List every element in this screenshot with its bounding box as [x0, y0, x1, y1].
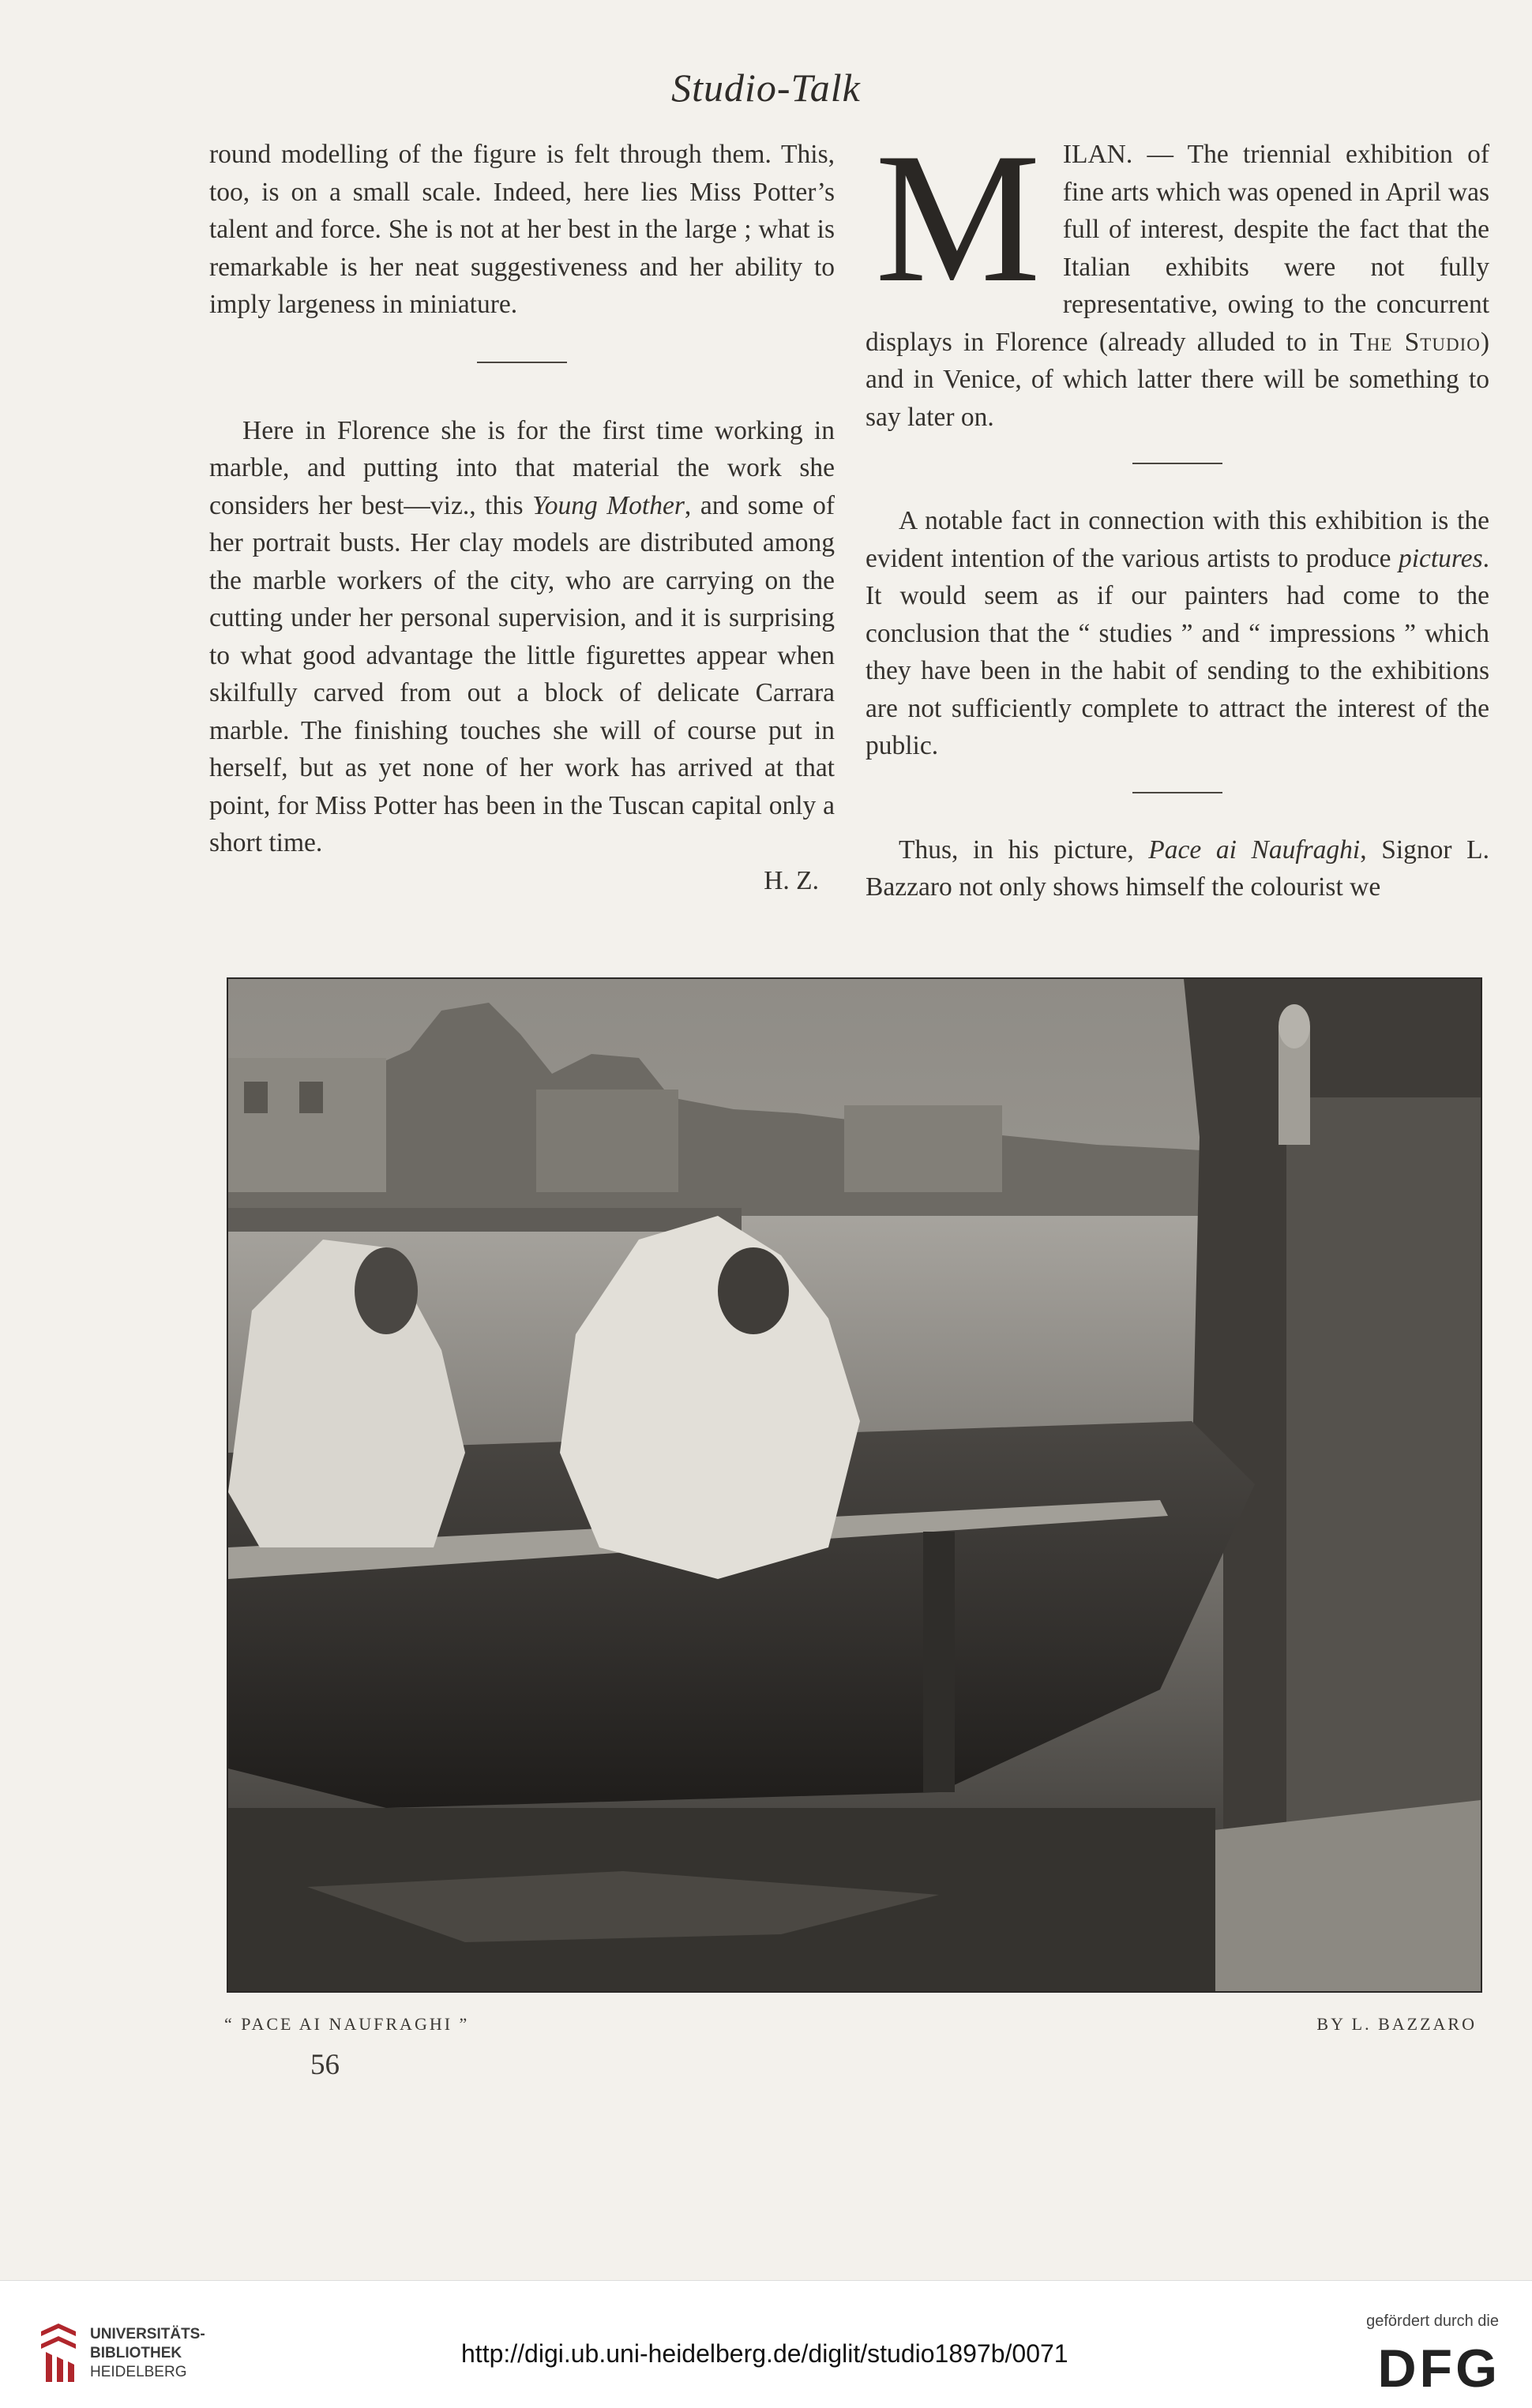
plate-caption-artist: BY L. BAZZARO	[1316, 2014, 1477, 2034]
paragraph: Here in Florence she is for the first time working in marble, and putting into that material the work she considers her best—viz., this Young Mother, and some of her portrait busts. Her clay models are distributed among the marble workers of the city, who are carrying on the cutting under her personal supervision, and it is surprising to what good advantage the little figurettes appear when skilfully carved from out a block of delicate Carrara marble. The finishing touches she will of course put in herself, but as yet none of her work has arrived at that point, for Miss Potter has been in the Tuscan capital only a short time.	[209, 415, 835, 857]
page-number: 56	[310, 2049, 340, 2081]
library-name: UNIVERSITÄTS- BIBLIOTHEK HEIDELBERG	[90, 2326, 205, 2380]
painting-image	[228, 979, 1481, 1991]
right-column	[866, 115, 1489, 906]
permalink-url[interactable]: http://digi.ub.uni-heidelberg.de/diglit/studio1897b/0071	[461, 2339, 1068, 2368]
running-head: Studio-Talk	[671, 66, 861, 110]
paragraph: Thus, in his picture, Pace ai Naufraghi, Signor L. Bazzaro not only shows himself the colourist we	[866, 835, 1489, 902]
magazine-name: The Studio	[1350, 327, 1481, 357]
author-signature: H. Z.	[764, 865, 819, 895]
dfg-logo: DFG	[1377, 2339, 1500, 2399]
paragraph: MILAN. — The triennial exhibition of fine arts which was opened in April was full of interest, despite the fact that the Italian exhibits were not fully representative, owing to the concurrent displays in Florence (already alluded to in The Studio) and in Venice, of which latter there will be something to say later on.	[866, 115, 1489, 432]
funding-note: gefördert durch die	[1366, 2312, 1499, 2330]
library-logo-icon	[36, 2320, 81, 2385]
paragraph: A notable fact in connection with this exhibition is the evident intention of the various artists to produce pictures. It would seem as if our painters had come to the conclusion that the “ studies ” and “ impressions ” which they have been in the habit of sending to the exhibitions are not sufficiently complete to attract the interest of the public.	[866, 506, 1489, 760]
plate-caption-title: “ PACE AI NAUFRAGHI ”	[224, 2014, 470, 2034]
artwork-title: Young Mother	[532, 490, 685, 520]
painting-reproduction	[227, 977, 1482, 1993]
drop-cap: M	[875, 115, 1041, 321]
paragraph: round modelling of the figure is felt through them. This, too, is on a small scale. Indeed, here lies Miss Potter’s talent and force. She is not at her best in the large ; what is remarkable is her neat suggestiveness and her ability to imply largeness in miniature.	[209, 140, 835, 319]
left-column	[209, 136, 835, 899]
digitization-footer	[0, 2280, 1532, 2408]
artwork-title: Pace ai Naufraghi	[1148, 835, 1361, 865]
